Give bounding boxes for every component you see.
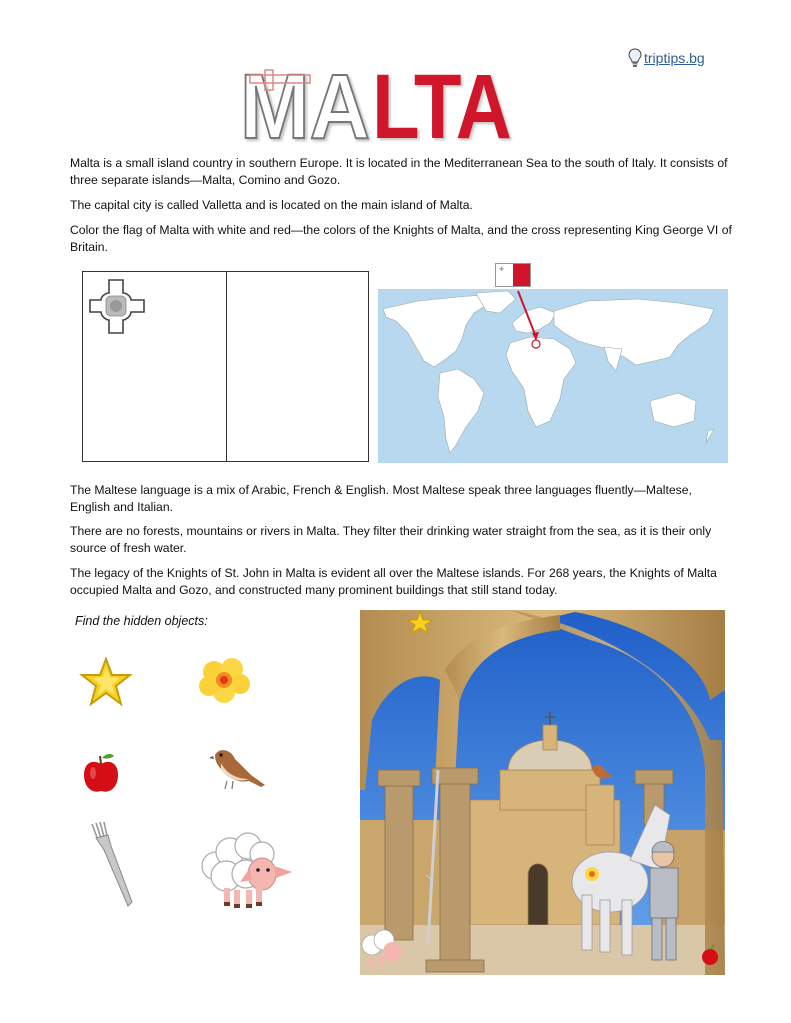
africa bbox=[506, 337, 576, 427]
hidden-flower-icon bbox=[585, 867, 599, 881]
title-red-letters: LTA bbox=[372, 56, 512, 158]
star-icon bbox=[80, 657, 132, 707]
fact-paragraph-language: The Maltese language is a mix of Arabic, French & English. Most Maltese speak three languages fluently—Maltese, English and Italian. bbox=[70, 483, 692, 514]
australia bbox=[650, 393, 696, 427]
brand-link-container bbox=[628, 48, 705, 68]
world-map bbox=[378, 289, 728, 463]
flag-coloring-outline bbox=[82, 271, 369, 462]
new-zealand bbox=[706, 429, 714, 443]
europe bbox=[512, 307, 556, 333]
intro-paragraph-3: Color the flag of Malta with white and red—the colors of the Knights of Malta, and the cross representing King George VI of Britain. bbox=[70, 223, 732, 254]
sparrow-icon bbox=[205, 745, 267, 795]
india bbox=[604, 347, 622, 371]
fork-icon bbox=[88, 822, 138, 908]
intro-paragraph-1: Malta is a small island country in southern Europe. It is located in the Mediterranean Sea to the south of Italy. It consists of three separate islands—Malta, Comino and Gozo. bbox=[70, 156, 728, 187]
hibiscus-flower-icon bbox=[198, 657, 250, 703]
sheep-icon bbox=[196, 830, 296, 912]
intro-paragraph-2: The capital city is called Valletta and is located on the main island of Malta. bbox=[70, 198, 473, 212]
malta-flag-mini bbox=[495, 263, 531, 287]
hidden-objects-scene bbox=[360, 610, 725, 975]
fact-paragraph-knights: The legacy of the Knights of St. John in Malta is evident all over the Maltese islands. For 268 years, the Knights of Malta occupied Malta and Gozo, and constructed many prominent buildings that still stand today. bbox=[70, 566, 717, 597]
triptips-link[interactable]: triptips.bg bbox=[644, 50, 705, 66]
title-outline-letters: MA bbox=[240, 56, 370, 158]
george-cross-icon: ✚ bbox=[499, 267, 505, 273]
world-map-drawing bbox=[378, 289, 728, 463]
scene-illustration bbox=[360, 610, 725, 975]
apple-icon bbox=[82, 753, 120, 795]
flag-white-half bbox=[496, 264, 513, 286]
greenland bbox=[476, 291, 516, 313]
flag-divider bbox=[226, 272, 227, 461]
page-title bbox=[240, 56, 520, 158]
fact-paragraph-water: There are no forests, mountains or rivers in Malta. They filter their drinking water straight from the sea, as it is their only source of fresh water. bbox=[70, 524, 712, 555]
george-cross-icon bbox=[90, 279, 146, 335]
lightbulb-icon bbox=[628, 48, 642, 68]
south-america bbox=[438, 369, 484, 453]
find-objects-label: Find the hidden objects: bbox=[75, 614, 208, 628]
flag-red-half bbox=[513, 264, 530, 286]
asia bbox=[554, 299, 714, 365]
north-america bbox=[383, 295, 490, 367]
